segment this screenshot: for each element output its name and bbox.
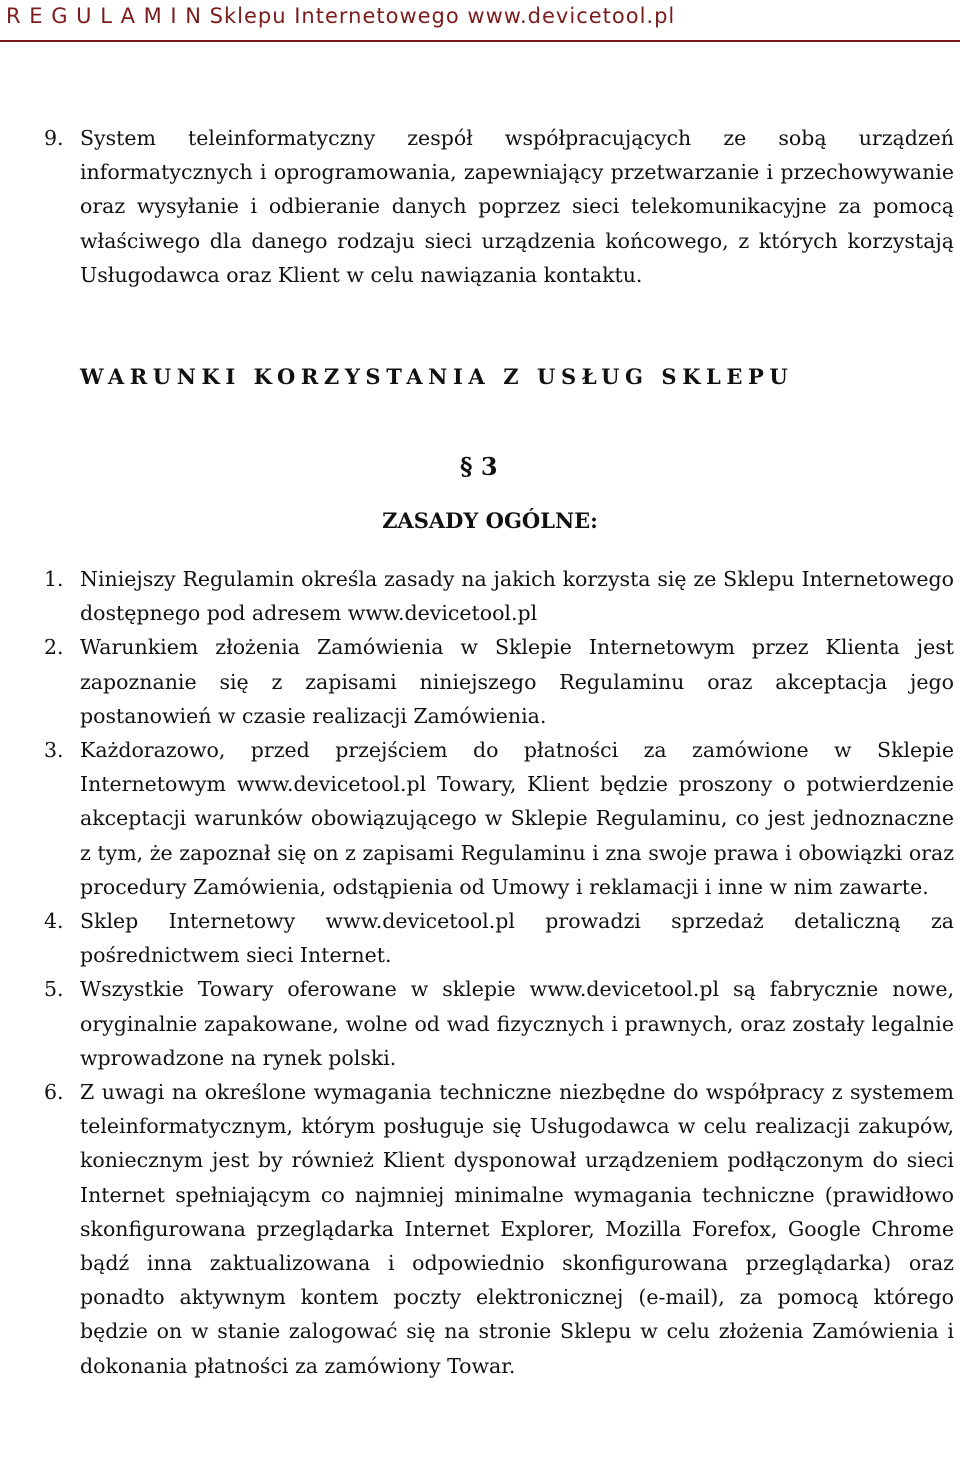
list-item [0,1075,960,1383]
list-item-number: 3. [44,738,64,763]
list-item-number: 4. [44,909,64,934]
list-item [0,904,960,972]
section-heading: WARUNKI KORZYSTANIA Z USŁUG SKLEPU [80,364,794,389]
list-item-text: Warunkiem złożenia Zamówienia w Sklepie Internetowym przez Klienta jest zapoznanie się z zapisami niniejszego Regulaminu oraz akceptacja jego postanowień w czasie realizacji Zamówienia. [80,635,954,728]
definitions-list [0,121,960,292]
list-item [0,562,960,630]
list-item-number: 6. [44,1080,64,1105]
sub-heading: ZASADY OGÓLNE: [382,508,598,533]
list-item-number: 5. [44,977,64,1002]
list-item-number: 1. [44,567,64,591]
header-title: R E G U L A M I N Sklepu Internetowego www.devicetool.pl [6,4,676,28]
rules-list [0,562,960,1383]
list-item-text: Każdorazowo, przed przejściem do płatności za zamówione w Sklepie Internetowym www.devicetool.pl Towary, Klient będzie proszony o potwierdzenie akceptacji warunków obowiązującego w Sklepie Regulaminu, co jest jednoznaczne z tym, że zapoznał się on z zapisami Regulaminu i zna swoje prawa i obowiązki oraz procedury Zamówienia, odstąpienia od Umowy i reklamacji i inne w nim zawarte. [80,738,954,899]
paragraph-mark: § 3 [460,452,498,481]
list-item-text: Wszystkie Towary oferowane w sklepie www.devicetool.pl są fabrycznie nowe, oryginalnie zapakowane, wolne od wad fizycznych i prawnych, oraz zostały legalnie wprowadzone na rynek polski. [80,977,954,1070]
list-item-text: System teleinformatyczny zespół współpracujących ze sobą urządzeń informatycznych i oprogramowania, zapewniający przetwarzanie i przechowywanie oraz wysyłanie i odbieranie danych poprzez sieci telekomunikacyjne za pomocą właściwego dla danego rodzaju sieci urządzenia końcowego, z których korzystają Usługodawca oraz Klient w celu nawiązania kontaktu. [80,126,954,287]
list-item-text: Z uwagi na określone wymagania techniczne niezbędne do współpracy z systemem teleinformatycznym, którym posługuje się Usługodawca w celu realizacji zakupów, koniecznym jest by również Klient dysponował urządzeniem podłączonym do sieci Internet spełniającym co najmniej minimalne wymagania techniczne (prawidłowo skonfigurowana przeglądarka Internet Explorer, Mozilla Forefox, Google Chrome bądź inna zaktualizowana i odpowiednio skonfigurowana przeglądarka) oraz ponadto aktywnym kontem poczty elektronicznej (e-mail), za pomocą którego będzie on w stanie zalogować się na stronie Sklepu w celu złożenia Zamówienia i dokonania płatności za zamówiony Towar. [80,1080,954,1378]
list-item [0,972,960,1075]
list-item [0,121,960,292]
document-header [0,0,960,44]
list-item-text: Sklep Internetowy www.devicetool.pl prowadzi sprzedaż detaliczną za pośrednictwem sieci Internet. [80,909,954,968]
list-item-number: 9. [44,126,64,150]
list-item-number: 2. [44,635,64,660]
header-divider [0,40,960,42]
list-item [0,630,960,733]
list-item [0,733,960,904]
list-item-text: Niniejszy Regulamin określa zasady na jakich korzysta się ze Sklepu Internetowego dostępnego pod adresem www.devicetool.pl [80,567,954,626]
